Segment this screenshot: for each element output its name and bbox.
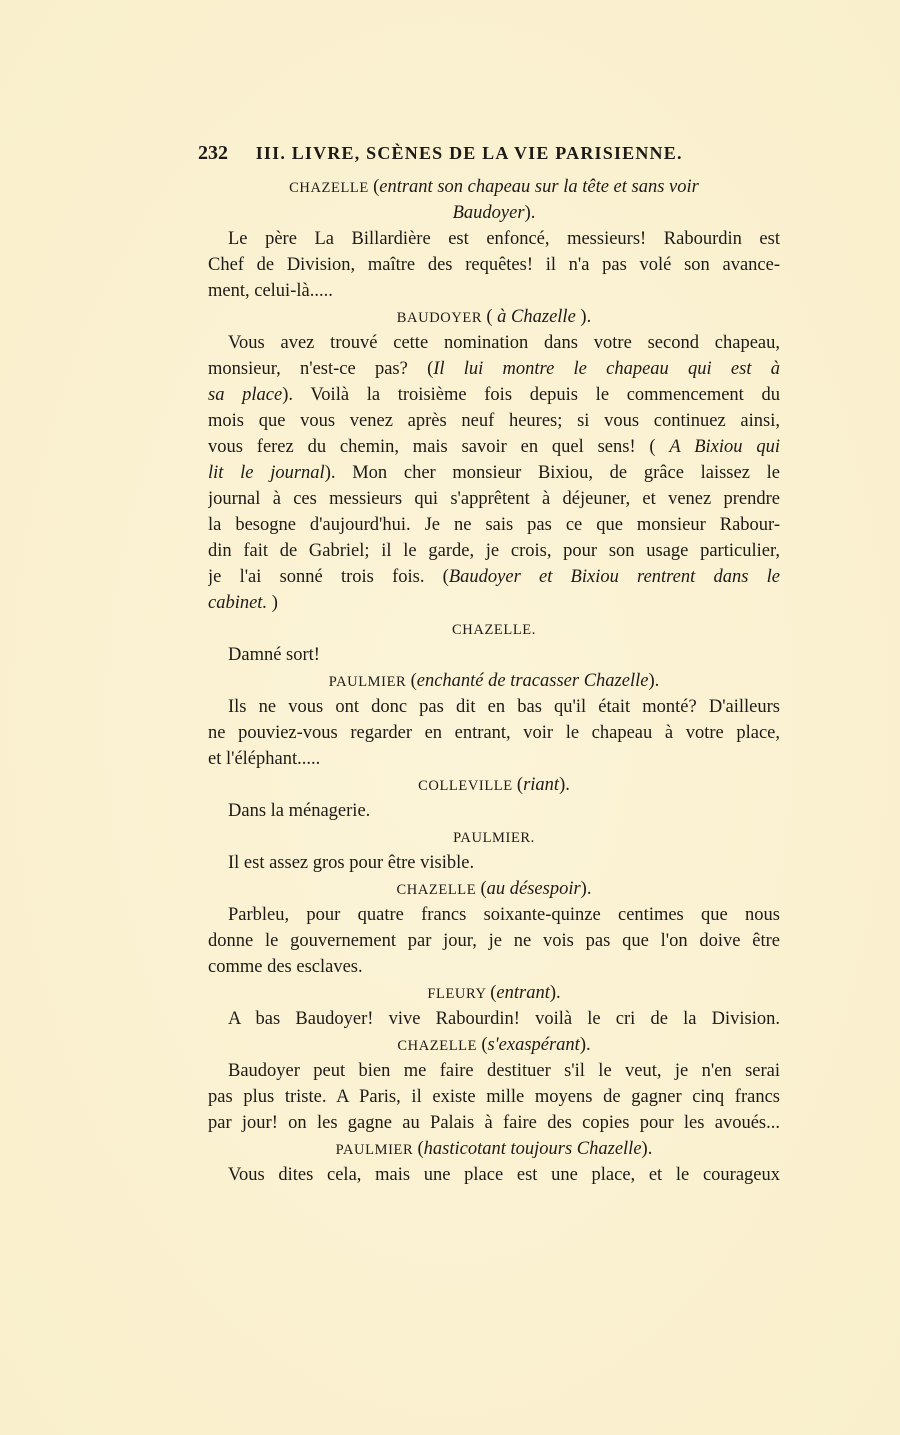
text-run: Dans la ménagerie. [228,801,371,821]
stage-direction: enchanté de tracasser Chazelle [416,671,649,691]
text-line [208,1006,780,1032]
text-run: ( [516,775,524,795]
text-line [208,512,780,538]
speaker-line [208,876,780,902]
page-body-text [208,174,780,1188]
stage-direction: Il lui montre le chapeau qui est à [433,359,780,379]
text-run: ). [524,203,536,223]
text-run: Le père La Billardière est enfoncé, messieurs! Rabourdin est [228,229,780,249]
text-run: la besogne d'aujourd'hui. Je ne sais pas ce que monsieur Rabour- [208,515,780,535]
speaker-line [208,200,780,226]
text-run: monsieur, n'est-ce pas? ( [208,359,434,379]
text-run: ( [410,671,417,691]
text-run: Chef de Division, maître des requêtes! il n'a pas volé son avance- [208,255,780,275]
text-run: ). Voilà la troisième fois depuis le commencement du [282,385,780,405]
page-number: 232 [198,142,228,164]
stage-direction: s'exaspérant [487,1035,580,1055]
text-run: ). [641,1139,653,1159]
text-run: et l'éléphant..... [208,749,321,769]
stage-direction: cabinet. [208,593,268,613]
text-line [208,1084,780,1110]
text-run: par jour! on les gagne au Palais à faire des copies pour les avoués... [208,1113,780,1133]
speaker-name: PAULMIER [335,1142,418,1158]
text-run: Parbleu, pour quatre francs soixante-quinze centimes que nous [228,905,780,925]
text-line [208,226,780,252]
text-run: ). [580,879,592,899]
text-run: ). [559,775,570,795]
text-line [208,928,780,954]
text-line [208,694,780,720]
text-run: ) [267,593,278,613]
text-line [208,746,780,772]
stage-direction: sa place [208,385,283,405]
text-run: journal à ces messieurs qui s'apprêtent à déjeuner, et venez prendre [208,489,780,509]
text-line [208,642,780,668]
speaker-name: PAULMIER [328,674,411,690]
speaker-name: BAUDOYER [396,310,487,326]
text-run: Ils ne vous ont donc pas dit en bas qu'il était monté? D'ailleurs [228,697,780,717]
text-line [208,564,780,590]
text-run: ). [579,1035,591,1055]
text-line [208,850,780,876]
text-run: Vous avez trouvé cette nomination dans votre second chapeau, [228,333,780,353]
text-run: Damné sort! [228,645,320,665]
stage-direction: hasticotant toujours Chazelle [423,1139,642,1159]
text-line [208,382,780,408]
text-run: Baudoyer peut bien me faire destituer s'il le veut, je n'en serai [228,1061,780,1081]
text-run: ( [490,983,497,1003]
stage-direction: à Chazelle [497,307,576,327]
text-line [208,720,780,746]
text-line [208,330,780,356]
text-run: ( [481,1035,488,1055]
text-line [208,902,780,928]
running-header [198,142,698,165]
speaker-line [208,174,780,200]
stage-direction: entrant son chapeau sur la tête et sans voir [379,177,699,197]
text-line [208,590,780,616]
text-run: ( [480,879,487,899]
speaker-line [208,824,780,850]
stage-direction: Baudoyer et Bixiou rentrent dans le [448,567,780,587]
running-title: III. LIVRE, SCÈNES DE LA VIE PARISIENNE. [255,143,683,163]
text-run: comme des esclaves. [208,957,363,977]
stage-direction: Baudoyer [452,203,525,223]
text-line [208,460,780,486]
speaker-line [208,980,780,1006]
text-run: ( [417,1139,424,1159]
text-run: ment, celui-là..... [208,281,333,301]
text-run: ). [648,671,660,691]
speaker-name: CHAZELLE [289,180,374,196]
text-run: ). [575,307,592,327]
speaker-line [208,1032,780,1058]
text-line [208,434,780,460]
text-line [208,278,780,304]
speaker-line [208,668,780,694]
stage-direction: lit le journal [208,463,325,483]
stage-direction: au désespoir [486,879,581,899]
speaker-name: CHAZELLE [396,882,481,898]
speaker-line [208,616,780,642]
text-line [208,1110,780,1136]
speaker-name: CHAZELLE. [452,622,536,638]
text-run: Vous dites cela, mais une place est une place, et le courageux [228,1165,780,1185]
text-run: A bas Baudoyer! vive Rabourdin! voilà le cri de la Division. [228,1009,780,1029]
text-run: pas plus triste. A Paris, il existe mille moyens de gagner cinq francs [208,1087,780,1107]
text-line [208,408,780,434]
speaker-name: PAULMIER. [453,830,535,846]
text-line [208,252,780,278]
speaker-name: COLLEVILLE [418,778,517,794]
text-run: ). Mon cher monsieur Bixiou, de grâce laissez le [324,463,780,483]
stage-direction: A Bixiou qui [669,437,780,457]
speaker-line [208,772,780,798]
text-line [208,1058,780,1084]
text-line [208,356,780,382]
speaker-name: CHAZELLE [397,1038,482,1054]
speaker-line [208,304,780,330]
text-run: donne le gouvernement par jour, je ne vois pas que l'on doive être [208,931,780,951]
text-run: vous ferez du chemin, mais savoir en quel sens! ( [208,437,670,457]
text-run: ). [549,983,561,1003]
text-run: ( [486,307,498,327]
speaker-line [208,1136,780,1162]
text-line [208,538,780,564]
speaker-name: FLEURY [427,986,491,1002]
text-run: mois que vous venez après neuf heures; si vous continuez ainsi, [208,411,780,431]
text-run: je l'ai sonné trois fois. ( [208,567,449,587]
text-run: ( [373,177,380,197]
text-run: ne pouviez-vous regarder en entrant, voir le chapeau à votre place, [208,723,780,743]
text-line [208,1162,780,1188]
text-line [208,954,780,980]
text-run: din fait de Gabriel; il le garde, je crois, pour son usage particulier, [208,541,780,561]
text-line [208,486,780,512]
text-run: Il est assez gros pour être visible. [228,853,475,873]
stage-direction: riant [523,775,560,795]
text-line [208,798,780,824]
stage-direction: entrant [496,983,550,1003]
